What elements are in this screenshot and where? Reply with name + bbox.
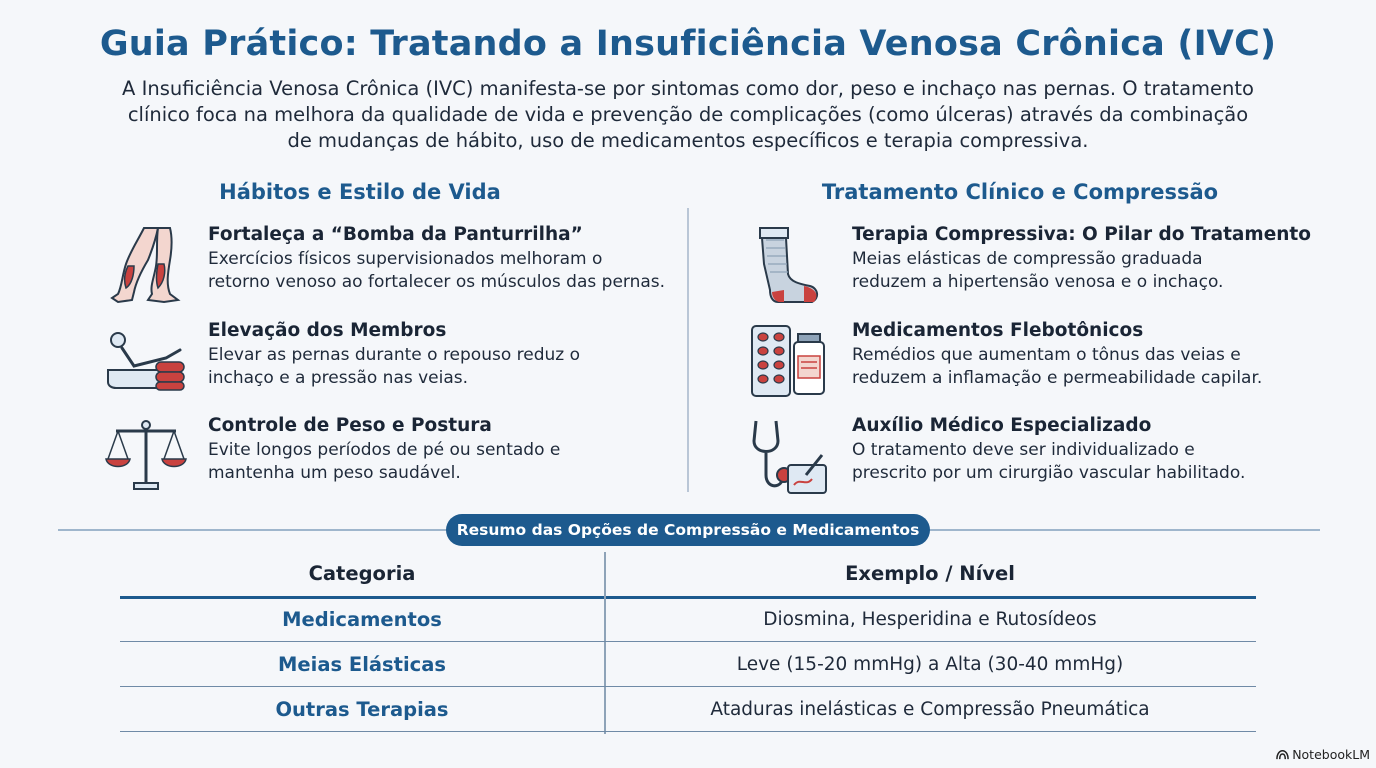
medication-icon: [748, 320, 832, 400]
table-row: [120, 642, 1256, 687]
item-heading: Terapia Compressiva: O Pilar do Tratamento: [852, 224, 1311, 245]
table-cell-example: Ataduras inelásticas e Compressão Pneumática: [710, 699, 1150, 720]
desc-line: prescrito por um cirurgião vascular habilitado.: [852, 463, 1246, 483]
item-description: [208, 439, 728, 485]
summary-label: Resumo das Opções de Compressão e Medicamentos: [446, 514, 930, 546]
table-cell-category: Meias Elásticas: [278, 653, 446, 676]
intro-paragraph: [60, 76, 1316, 154]
leg-elevation-icon: [104, 320, 188, 400]
intro-line: clínico foca na melhora da qualidade de vida e prevenção de complicações (como úlceras) através da combinação: [127, 103, 1249, 126]
item-description: [852, 439, 1372, 485]
table-cell-category: Outras Terapias: [275, 698, 449, 721]
desc-line: reduzem a hipertensão venosa e o inchaço.: [852, 272, 1224, 292]
table-cell-example: Diosmina, Hesperidina e Rutosídeos: [763, 609, 1097, 630]
item-heading: Controle de Peso e Postura: [208, 415, 492, 436]
item-heading: Elevação dos Membros: [208, 320, 447, 341]
desc-line: Evite longos períodos de pé ou sentado e: [208, 440, 561, 460]
item-description: [852, 248, 1372, 294]
brand-label: NotebookLM: [1292, 747, 1370, 762]
intro-line: de mudanças de hábito, uso de medicamentos específicos e terapia compressiva.: [287, 129, 1089, 152]
desc-line: retorno venoso ao fortalecer os músculos das pernas.: [208, 272, 666, 292]
intro-line: A Insuficiência Venosa Crônica (IVC) manifesta-se por sintomas como dor, peso e inchaço nas pernas. O tratamento: [122, 77, 1254, 100]
item-description: [208, 344, 728, 390]
table-header-example: Exemplo / Nível: [845, 562, 1015, 585]
table-cell-example: Leve (15-20 mmHg) a Alta (30-40 mmHg): [736, 654, 1124, 675]
right-column-heading: Tratamento Clínico e Compressão: [821, 180, 1219, 204]
desc-line: Remédios que aumentam o tônus das veias e: [852, 345, 1241, 365]
leg-muscle-icon: [104, 224, 188, 304]
item-description: [852, 344, 1372, 390]
table-header-category: Categoria: [308, 562, 416, 585]
notebooklm-logo-icon: [1276, 748, 1289, 761]
desc-line: reduzem a inflamação e permeabilidade capilar.: [852, 368, 1263, 388]
desc-line: Elevar as pernas durante o repouso reduz o: [208, 345, 581, 365]
item-heading: Fortaleça a “Bomba da Panturrilha”: [208, 224, 583, 245]
left-column-heading: Hábitos e Estilo de Vida: [219, 180, 501, 204]
table-row: [120, 687, 1256, 732]
table-cell-category: Medicamentos: [282, 608, 442, 631]
item-heading: Medicamentos Flebotônicos: [852, 320, 1144, 341]
column-divider: [687, 208, 689, 492]
desc-line: Exercícios físicos supervisionados melhoram o: [208, 249, 603, 269]
stethoscope-prescription-icon: [748, 415, 832, 495]
balance-scale-icon: [104, 415, 188, 495]
page-title: Guia Prático: Tratando a Insuficiência Venosa Crônica (IVC): [99, 24, 1277, 64]
desc-line: mantenha um peso saudável.: [208, 463, 461, 483]
item-description: [208, 248, 728, 294]
compression-stocking-icon: [748, 224, 832, 304]
desc-line: inchaço e a pressão nas veias.: [208, 368, 469, 388]
table-row-rule: [120, 731, 1256, 733]
item-heading: Auxílio Médico Especializado: [852, 415, 1152, 436]
table-row: [120, 597, 1256, 642]
desc-line: O tratamento deve ser individualizado e: [852, 440, 1195, 460]
brand-watermark: [1276, 747, 1370, 762]
desc-line: Meias elásticas de compressão graduada: [852, 249, 1203, 269]
